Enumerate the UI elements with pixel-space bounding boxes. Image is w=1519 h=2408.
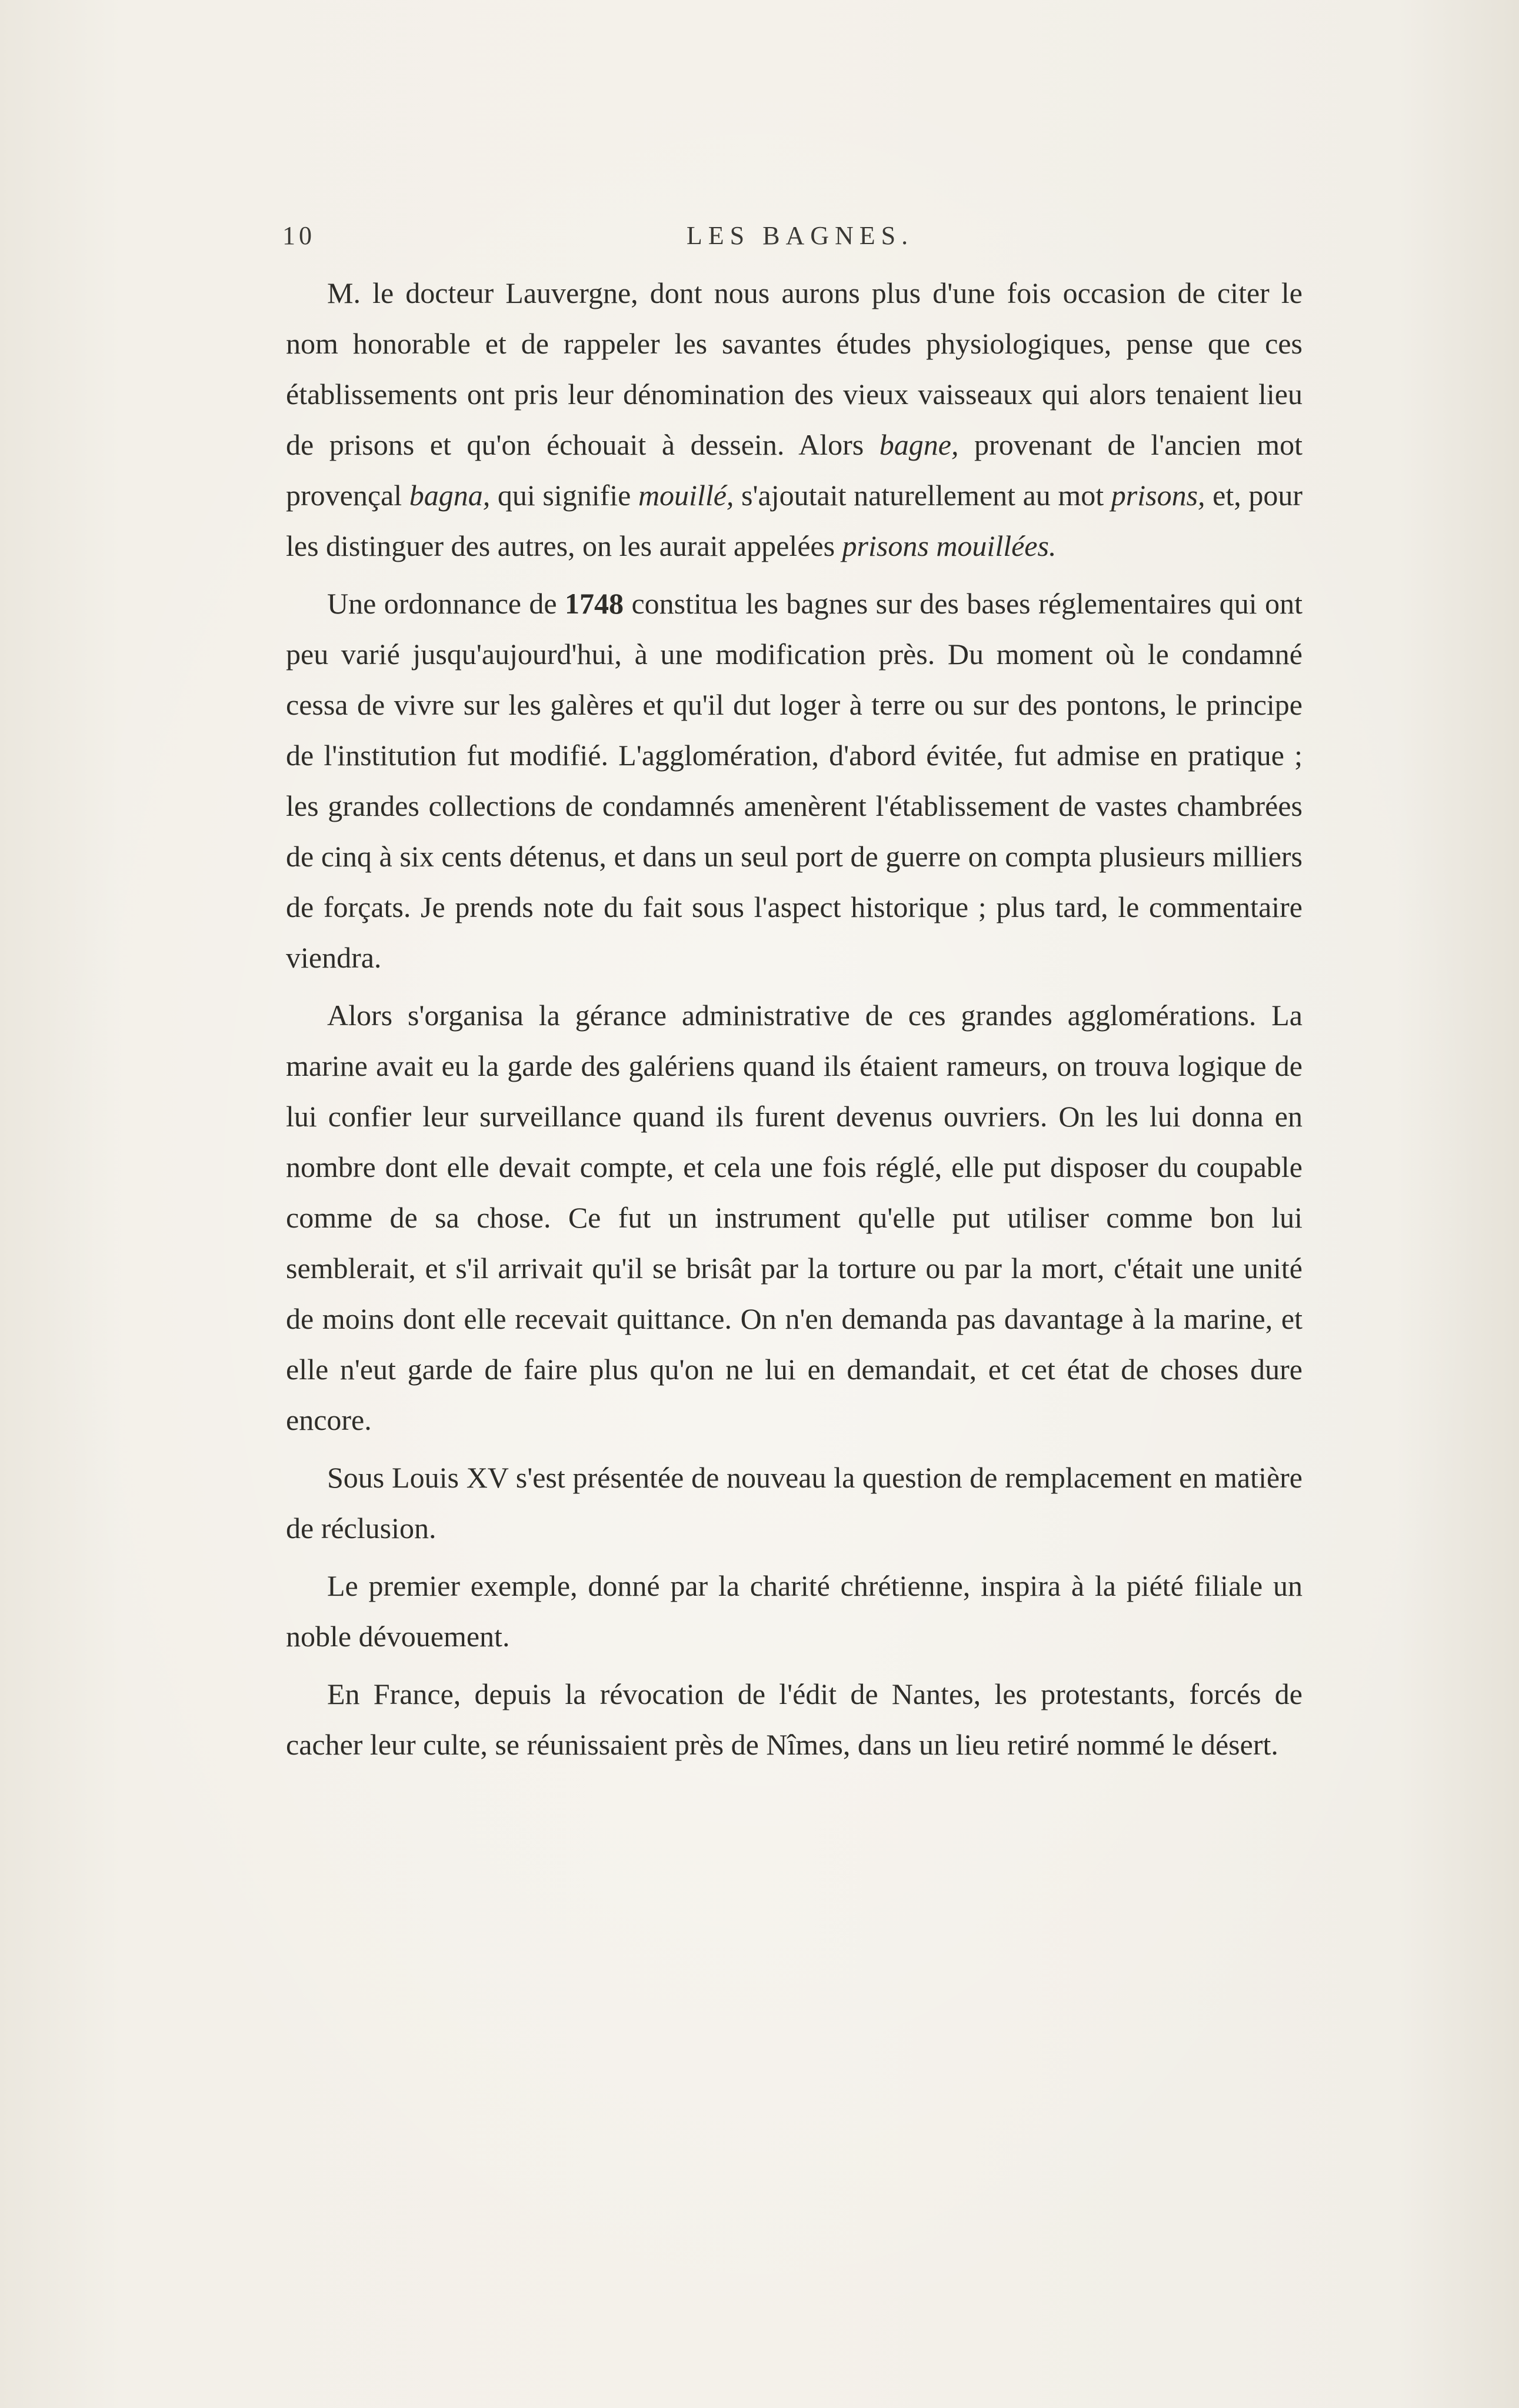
year-1748: 1748 [565,587,624,620]
running-head: LES BAGNES. [686,221,914,250]
italic-mouille: mouillé, [638,479,734,512]
body-text [286,268,1303,1770]
italic-prisons-mouillees: prisons mouillées. [842,529,1057,562]
paragraph-1-text-b: provenant de l'ancien mot provençal [286,428,1303,512]
paragraph-1 [286,268,1303,571]
paragraph-1-text-e: et, pour les distinguer des autres, on les aurait appelées [286,479,1303,562]
page-number: 10 [282,221,315,250]
paragraph-2-text-a: Une ordonnance de [327,587,565,620]
italic-prisons: prisons, [1111,479,1205,512]
paragraph-1-text-c: qui signifie [490,479,638,512]
paragraph-2 [286,578,1303,983]
paragraph-2-text-b: constitua les bagnes sur des bases réglementaires qui ont peu varié jusqu'aujourd'hui, à une modification près. Du moment où le condamné cessa de vivre sur les galères et qu'il dut loger à terre ou sur des pontons, le principe de l'institution fut modifié. L'agglomération, d'abord évitée, fut admise en pratique ; les grandes collections de condamnés amenèrent l'établissement de vastes chambrées de cinq à six cents détenus, et dans un seul port de guerre on compta plusieurs milliers de forçats. Je prends note du fait sous l'aspect historique ; plus tard, le commentaire viendra. [286,587,1303,974]
paragraph-5: Le premier exemple, donné par la charité chrétienne, inspira à la piété filiale un noble dévouement. [286,1569,1303,1653]
paragraph-1-text-a: M. le docteur Lauvergne, dont nous aurons plus d'une fois occasion de citer le nom honorable et de rappeler les savantes études physiologiques, pense que ces établissements ont pris leur dénomination des vieux vaisseaux qui alors tenaient lieu de prisons et qu'on échouait à dessein. Alors [286,276,1303,461]
italic-bagna: bagna, [409,479,491,512]
page-header [282,221,1318,262]
paragraph-1-text-d: s'ajoutait naturellement au mot [734,479,1111,512]
paragraph-4: Sous Louis XV s'est présentée de nouveau la question de remplacement en matière de réclusion. [286,1461,1303,1545]
paragraph-6: En France, depuis la révocation de l'édit de Nantes, les protestants, forcés de cacher leur culte, se réunissaient près de Nîmes, dans un lieu retiré nommé le désert. [286,1677,1303,1761]
italic-bagne: bagne, [879,428,959,461]
paragraph-3: Alors s'organisa la gérance administrative de ces grandes agglomérations. La marine avait eu la garde des galériens quand ils étaient rameurs, on trouva logique de lui confier leur surveillance quand ils furent devenus ouvriers. On les lui donna en nombre dont elle devait compte, et cela une fois réglé, elle put disposer du coupable comme de sa chose. Ce fut un instrument qu'elle put utiliser comme bon lui semblerait, et s'il arrivait qu'il se brisât par la torture ou par la mort, c'était une unité de moins dont elle recevait quittance. On n'en demanda pas davantage à la marine, et elle n'eut garde de faire plus qu'on ne lui en demandait, et cet état de choses dure encore. [286,999,1303,1436]
